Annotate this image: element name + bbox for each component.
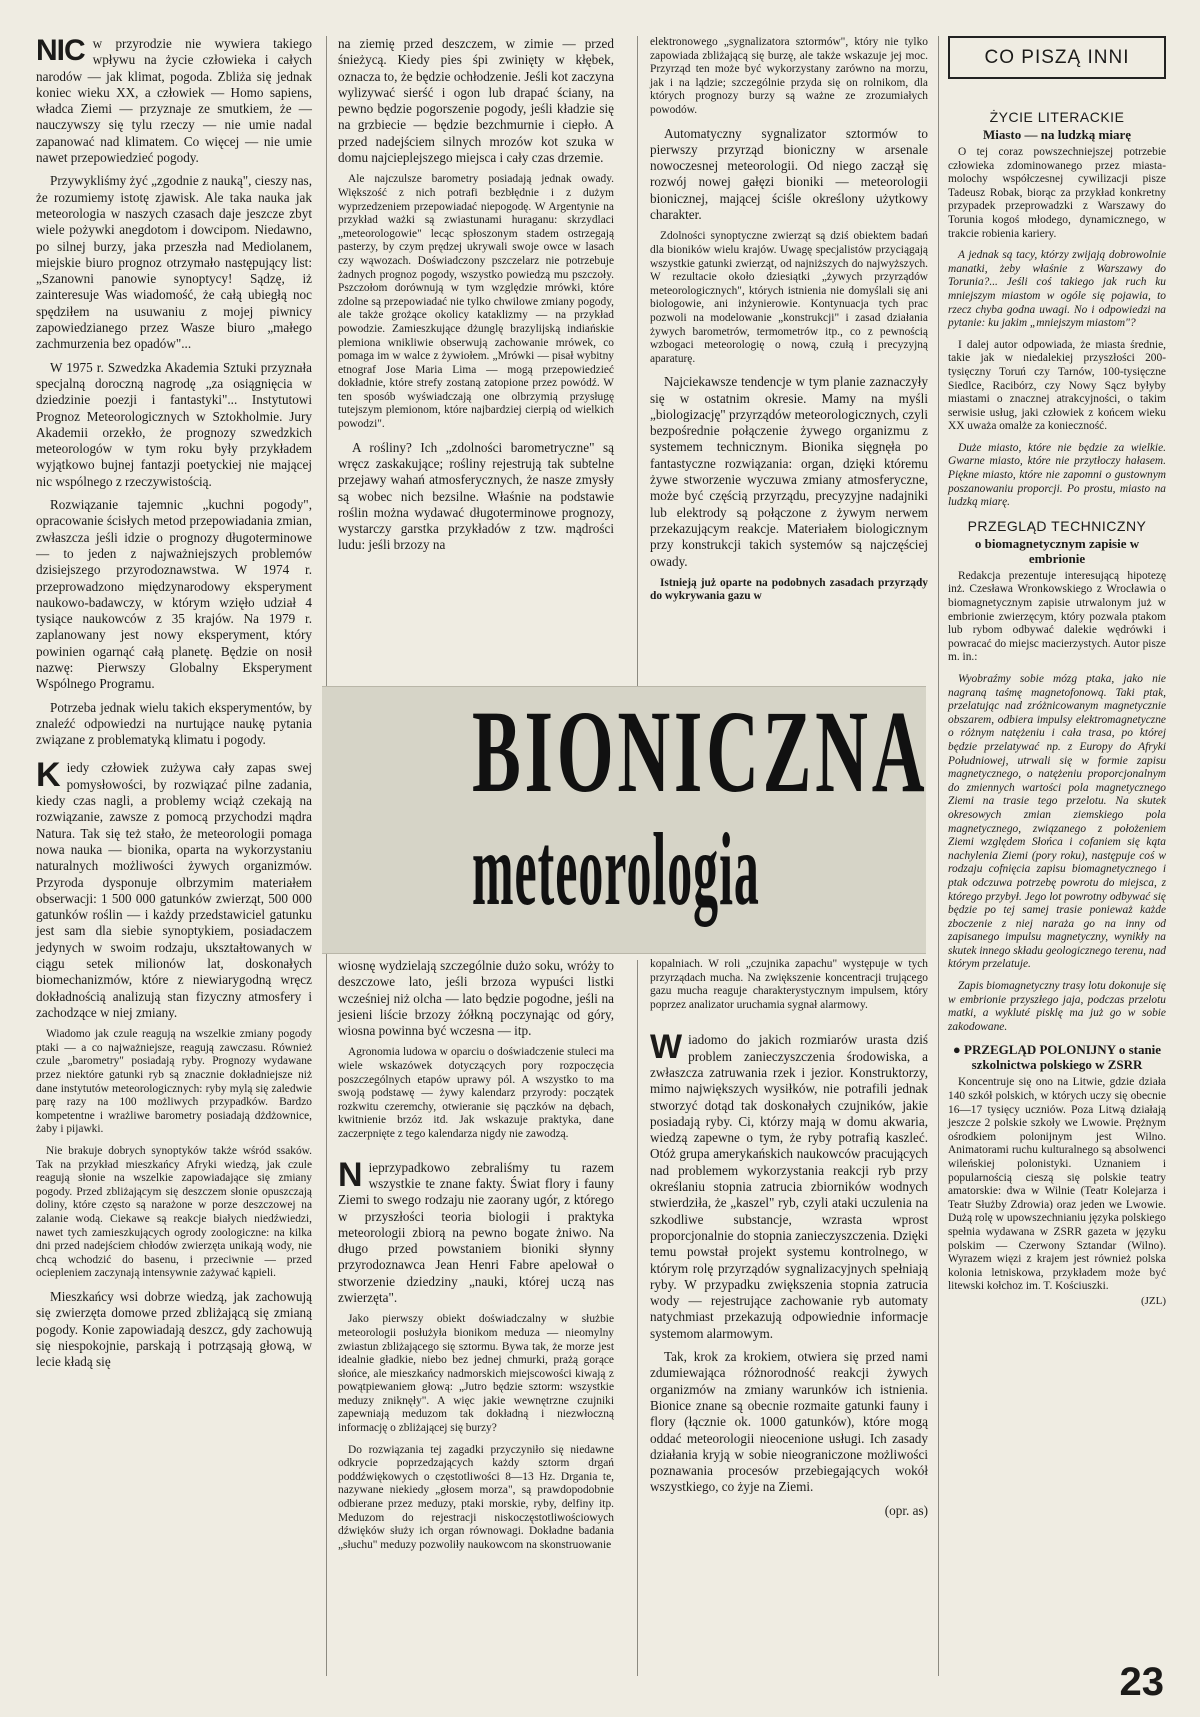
paragraph: Koncentruje się ono na Litwie, gdzie działa 140 szkół polskich, w których uczy się obecnie 16—17 tysięcy uczniów. Poza Litwą działają jeszcze 2 polskie szkoły we Lwowie. Prężnym ośrodkiem polonijnym jest Wilno. Animatorami ruchu kulturalnego są absolwenci wileńskiej polonistyki. Uznaniem i popularnością cieszą się polskie teatry amatorskie: dwa w Wilnie (Teatr Kolejarza i Teatr Służby Zdrowia) oraz jeden we Lwowie. Dużą rolę w upowszechnianiu języka polskiego spełnia wydawana w ZSRR gazeta w języku polskim — Czerwony Sztandar (Wilno). Wyrazem więzi z krajem jest również polska kolonia letniskowa, przykładem może być litewski kołchoz im. T. Kościuszki. bbox=[948, 1076, 1166, 1293]
paragraph: Wiadomo do jakich rozmiarów urasta dziś problem zanieczyszczenia środowiska, a zwłaszcza zatruwania rzek i jezior. Konstruktorzy, mimo największych wysiłków, nie potrafili jednak stworzyć dotąd tak doskonałych czujników, jakie posiadają ryby. Ci, którzy mają w domu akwaria, wiedzą zapewne o tym, że ryby potrafią kaszleć. Otóż grupa amerykańskich naukowców pracujących nad problemem wykorzystania reakcji ryb przy określaniu stopnia zatrucia zbiorników wodnych stwierdziła, że „kaszel" ryb, czyli ataki uczulenia na szkodliwe substancje, wzrasta wprost proporcjonalnie do stopnia zanieczyszczenia. Dzięki temu powstał projekt systemu kontrolnego, w którym rolę przyrządów sygnalizacyjnych spełniają ryby. W przypadku zwiększenia stopnia zatrucia wody — rejestrujące zachowanie ryb automaty natychmiast przekazują odpowiednie informacje systemom alarmowym. bbox=[650, 1028, 928, 1341]
paragraph: Zdolności synoptyczne zwierząt są dziś obiektem badań dla bioników wielu krajów. Uwagę specjalistów przyciągają wszystkie gatunki zwierząt, od najniższych do najwyższych. W rezultacie około dziesiątki „żywych przyrządów meteorologicznych", których istnienia nie domyślali się ani biologowie, ani inżynierowie. Kontynuacja tych prac pozwoli na modelowanie „konstrukcji" i zasad działania żywych barometrów, termometrów itp., co z pewnością wzbogaci meteorologię o nową, czułą i precyzyjną aparaturę. bbox=[650, 230, 928, 365]
paragraph: Kiedy człowiek zużywa cały zapas swej pomysłowości, by rozwiązać pilne zadania, kiedy czas nagli, a problemy wciąż czekają na rozwiązanie, zawsze z pomocą przychodzi mądra Natura. Tak się też stało, że meteorologii pomaga nowa nauka — bionika, oparta na wykorzystaniu naturalnych możliwości żywych organizmów. Przyroda dysponuje olbrzymim materiałem obserwacji: 1 500 000 gatunków zwierząt, 500 000 gatunków roślin — i każdy przedstawiciel gatunku jest sam dla siebie synoptykiem, posiadaczem jedynych w swoim rodzaju, ukształtowanych w ciągu setek milionów lat, doskonałych biomechanizmów, które z niewiarygodną wręcz dokładnością analizują stan fizyczny atmosfery i zachodzące w niej zmiany. bbox=[36, 756, 312, 1020]
author-signature: (opr. as) bbox=[884, 1502, 928, 1518]
drop-cap: K bbox=[36, 756, 61, 795]
paragraph: na ziemię przed deszczem, w zimie — przed śnieżycą. Kiedy pies śpi zwinięty w kłębek, oznacza to, że będzie ochłodzenie. Jeśli kot zaczyna wylizywać sierść i ogon lub drapać ściany, na pewno będzie pogorszenie pogody, jeśli kładzie się na grzbiecie — będzie bezchmurnie i ciepło. A przed nadejściem silnych mrozów kot szuka w domu najcieplejszego miejsca i cały czas drzemie. bbox=[338, 36, 614, 166]
paragraph: Zapis biomagnetyczny trasy lotu dokonuje się w embrionie przyszłego jaja, podczas przelotu matki, a wykluté pisklę ma już go w sobie zakodowane. bbox=[948, 980, 1166, 1033]
paragraph: Przywykliśmy żyć „zgodnie z nauką", cieszy nas, że rozumiemy istotę zjawisk. Ale taka nauka jak meteorologia w naszych czasach daje jeszcze zbyt wiele pożywki anegdotom i dowcipom. Niedawno, po silnej burzy, jaka przeszła nad Mediolanem, miejskie biuro prognoz otrzymało następujący list: „Szanowni panowie synoptycy! Sądzę, iż zainteresuje Was wiadomość, że całą ubiegłą noc spędziłem na usuwaniu z mojej piwnicy zapowiedzianego przez Wasze biuro „małego zachmurzenia bez opadów"... bbox=[36, 173, 312, 352]
paragraph: Ale najczulsze barometry posiadają jednak owady. Większość z nich potrafi bezbłędnie i z dużym wyprzedzeniem przepowiadać niepogodę. W Argentynie na przykład ważki są zwiastunami huraganu: skrzydlaci „meteorologowie" lecąc spłoszonym stadem ostrzegają pasterzy, by czym prędzej ukrywali swoje owce w lasach czy wąwozach. Doświadczony pszczelarz nie potrzebuje żadnych prognoz pogody, wszystko powiedzą mu pszczoły. Pszczołom dorównują w tym względzie mrówki, które zdolne są przepowiadać nie tylko chwilowe zmiany pogody, ale także grożące okolicy kataklizmy — na przykład powodzie. Zamieszkujące dżunglę brazylijską indiańskie plemiona wnikliwie obserwują zachowanie mrówek, co pomaga im w walce z żywiołem. „Mrówki — pisał wybitny etnograf Jose Maria Lima — mogą przepowiedzieć dokładnie, które strefy zostaną zatopione przez powódź. W ten sposób wyświadczają one olbrzymią przysługę tutejszym plemionom, które najbardziej cierpią od wielkich powodzi". bbox=[338, 173, 614, 431]
paragraph: NIC w przyrodzie nie wywiera takiego wpływu na życie człowieka i całych narodów — jak klimat, pogoda. Zbliża się jednak koniec wieku XX, a człowiek — Homo sapiens, władca Ziemi — przyznaje ze smutkiem, że — nauczywszy się tylu rzeczy — nie umie nadal zapanować nad klimatem. Co więcej — nie umie nawet przepowiedzieć pogody. bbox=[36, 34, 312, 166]
article-column-2-bottom bbox=[338, 958, 614, 1560]
article-column-2-top bbox=[338, 36, 614, 561]
author-signature: (JZL) bbox=[1140, 1294, 1166, 1307]
sidebar-header: CO PISZĄ INNI bbox=[948, 36, 1166, 79]
page-number: 23 bbox=[1119, 1660, 1164, 1704]
paragraph: Rozwiązanie tajemnic „kuchni pogody", opracowanie ścisłych metod przepowiadania zmian, zwłaszcza jeśli idzie o prognozy długoterminowe — to jeden z najważniejszych problemów dzisiejszego przyrodoznawstwa. W 1974 r. przeprowadzono międzynarodowy eksperyment naukowo-badawczy, w którym wzięło udział 4 tysiące naukowców z 35 krajów. Na 1979 r. zaplanowany jest nowy eksperyment, który powinien ogarnąć całą planetę. Będzie on nosił nazwę: Pierwszy Globalny Eksperyment Wspólnego Programu. bbox=[36, 497, 312, 692]
paragraph: wiosnę wydzielają szczególnie dużo soku, wróży to deszczowe lato, jeśli brzoza wypuści listki wcześniej niż olcha — lato będzie pogodne, jeśli na jesieni liście brzozy żółkną poczynając od góry, wiosna powinna być wczesna — itp. bbox=[338, 958, 614, 1039]
paragraph: A jednak są tacy, którzy zwijają dobrowolnie manatki, żeby właśnie z Warszawy do Torunia?... Jeśli coś takiego jak ruch ku mniejszym miastom w ogóle się pojawia, to rzecz chyba godna uwagi. No i odpowiedzi na pytanie: ku jakim „mniejszym miastom"? bbox=[948, 249, 1166, 330]
paragraph: Redakcja prezentuje interesującą hipotezę inż. Czesława Wronkowskiego z Wrocławia o biomagnetycznym zapisie utrwalonym już w embrionie zwierzęcym, który pozwala ptakom lub rybom odbywać dalekie wędrówki i powracać do miejsc macierzystych. Autor pisze m. in.: bbox=[948, 569, 1166, 664]
section-subtitle: o biomagnetycznym zapisie w embrionie bbox=[974, 535, 1140, 566]
paragraph: Mieszkańcy wsi dobrze wiedzą, jak zachowują się zwierzęta domowe przed zbliżającą się zmianą pogody. Konie zapowiadają deszcz, gdy zachowują się niespokojnie, parskają i potrząsają głową, w lecie kładą się bbox=[36, 1288, 312, 1370]
column-rule bbox=[637, 960, 638, 1676]
paragraph: Wyobraźmy sobie mózg ptaka, jako nie nagraną taśmę magnetofonową. Taki ptak, przelatując nad zróżnicowanym magnetycznie obszarem, odbiera impulsy elektromagnetyczne o różnym natężeniu i cała trasa, po której będzie przelatywać np. z Europy do Afryki Południowej, utrwali się w formie zapisu magnetycznego, o natężeniu proporcjonalnym do zmiennych wartości pola magnetycznego Ziemi na trasie tego przelotu. Na skutek okresowych zmian ziemskiego pola magnetycznego, związanego z położeniem Ziemi względem Słońca i cofaniem się kąta nachylenia Ziemi (pory roku), następuje coś w rodzaju cofnięcia zapisu biomagnetycznego i ptak odczuwa potrzebę powrotu do miejsca, z którego przybył. Jego lot powrotny odbywać się będzie po tej samej trasie ponieważ każde zboczenie z niej naraża go na inny od zapisanego impulsu magnetyczny, wynikły na skutek innego składu geologicznego terenu, nad którym przelatuje. bbox=[948, 673, 1166, 971]
paragraph: Nieprzypadkowo zebraliśmy tu razem wszystkie te znane fakty. Świat flory i fauny Ziemi to swego rodzaju nie zaorany ugór, z którego w przyszłości teoria biologii i praktyka meteorologii zbiorą na pewno bogate żniwo. Na długo przed powstaniem bioniki słynny przyrodoznawca Jean Henri Fabre apelował o stworzenie dziedziny „nauki, której uczą nas zwierzęta". bbox=[338, 1155, 614, 1306]
paragraph: Agronomia ludowa w oparciu o doświadczenie stuleci ma wiele wskazówek dotyczących pory rozpoczęcia poszczególnych etapów uprawy pól. A wszystko to ma swoją podstawę — żywy kalendarz przyrody: początek rozkwitu czeremchy, otwieranie się pączków na dębach, kwitnienie brzóz itd. Jak wskazuje praktyka, dane zaczerpnięte z tego kalendarza nigdy nie zawodzą. bbox=[338, 1046, 614, 1141]
article-column-1 bbox=[36, 36, 312, 1377]
paragraph: Wiadomo jak czule reagują na wszelkie zmiany pogody ptaki — a co najważniejsze, reagują zawczasu. Również czule „barometry" posiadają ryby. Prognozy wydawane przez niektóre gatunki ryb są znacznie dokładniejsze niż dane instytutów meteorologicznych: ryby mylą się zaledwie parę razy na 100 możliwych przypadków. Bardzo kompetentne i wrażliwe barometry posiadają dżdżownice, żaby i pijawki. bbox=[36, 1028, 312, 1136]
section-title: ● PRZEGLĄD POLONIJNY o stanie szkolnictwa polskiego w ZSRR bbox=[952, 1042, 1162, 1073]
column-rule bbox=[637, 36, 638, 686]
lead-caps: NIC bbox=[36, 34, 85, 67]
paragraph: Jako pierwszy obiekt doświadczalny w służbie meteorologii posłużyła bionikom meduza — nieomylny zwiastun zbliżającego się sztormu. Bywa tak, że morze jest idealnie gładkie, niebo bez jednej chmurki, prażą gorące słońce, ale mieszkańcy nadmorskich miejscowości kiwają z powątpiewaniem głową: „Jutro będzie sztorm: wszystkie meduzy zniknęły". A więc jakie wewnętrzne czujniki zapewniają meduzom tak dokładną i niezwłoczną informację o zbliżającej się burzy? bbox=[338, 1313, 614, 1435]
paragraph: Automatyczny sygnalizator sztormów to pierwszy przyrząd bioniczny w arsenale nowoczesnej meteorologii. Od niego zaczął się rozwój nowej gałęzi bioniki — meteorologii bionicznej, mającej ściśle określony użytkowy charakter. bbox=[650, 125, 928, 223]
paragraph: A rośliny? Ich „zdolności barometryczne" są wręcz zaskakujące; rośliny rejestrują tak subtelne przejawy wahań atmosferycznych, że nasze zmysły są wobec nich bezsilne. Właśnie na podstawie roślin można wydawać długoterminowe prognozy, wystarczy garstka przykładów z tzw. mądrości ludu: jeśli brzozy na bbox=[338, 439, 614, 553]
paragraph: Najciekawsze tendencje w tym planie zaznaczyły się w ostatnim okresie. Mamy na myśli „biologizację" przyrządów meteorologicznych, czyli bezpośrednie połączenie żywego organizmu z systemem technicznym. Bionika sięgnęła po fantastyczne rozwiązania: organ, dzięki któremu żywe stworzenie wyczuwa zmiany atmosferyczne, może być częścią przyrządu, precyzyjne nadajniki lub elektrody są połączone z żywym nerwem przekazującym reakcje. Materiałem biologicznym przy konstrukcji takich systemów są najczęściej owady. bbox=[650, 374, 928, 569]
paragraph: Istnieją już oparte na podobnych zasadach przyrządy do wykrywania gazu w bbox=[650, 576, 928, 603]
article-title: BIONICZNA bbox=[472, 686, 929, 817]
drop-cap: N bbox=[338, 1155, 363, 1194]
paragraph: Duże miasto, które nie będzie za wielkie. Gwarne miasto, które nie przytłoczy hałasem. Piękne miasto, które nie zapomni o gustownym poszanowaniu proporcji. Po prostu, miasto na ludzką miarę. bbox=[948, 441, 1166, 509]
section-title: ŻYCIE LITERACKIE bbox=[989, 109, 1125, 125]
section-subtitle: Miasto — na ludzką miarę bbox=[982, 127, 1132, 142]
drop-cap: W bbox=[650, 1028, 683, 1067]
paragraph: elektronowego „sygnalizatora sztormów", który nie tylko zapowiada zbliżającą się burzę, ale także wskazuje jej moc. Przyrząd ten może być wykorzystany zarówno na morzu, jak i na lądzie; szczególnie przyda się on rolnikom, dla których prognozy burzy są ważne ze zrozumiałych powodów. bbox=[650, 36, 928, 116]
section-title: PRZEGLĄD TECHNICZNY bbox=[967, 517, 1147, 534]
paragraph: Potrzeba jednak wielu takich eksperymentów, by znaleźć odpowiedzi na nurtujące naukę pytania związane z problematyką klimatu i pogody. bbox=[36, 699, 312, 748]
paragraph: I dalej autor odpowiada, że miasta średnie, takie jak w niedalekiej przyszłości 200-tysięczny Toruń czy Tarnów, 100-tysięczne Siedlce, Racibórz, czy Nowy Sącz byłyby miastami o znacznej atrakcyjności, o takim serwisie usług, jaki człowiek z końcem wieku XX uważa omalże za konieczność. bbox=[948, 338, 1166, 433]
paragraph: kopalniach. W roli „czujnika zapachu" występuje w tych przyrządach mucha. Na zwiększenie koncentracji trującego gazu mucha reaguje charakterystycznym impulsem, który poprzez analizator uruchamia sygnał alarmowy. bbox=[650, 958, 928, 1011]
article-column-3-bottom bbox=[650, 958, 928, 1519]
paragraph: Do rozwiązania tej zagadki przyczyniło się niedawne odkrycie poprzedzających każdy sztorm drgań poddźwiękowych o częstotliwości 8—13 Hz. Drgania te, nazywane niekiedy „głosem morza", są prawdopodobnie odbierane przez meduzy, ptaki morskie, ryby, delfiny itp. Meduzom do rejestracji niskoczęstotliwościowych dźwięków służy ich organ równowagi. Dokładne badania „słuchu" meduzy pozwoliły naukowcom na skonstruowanie bbox=[338, 1443, 614, 1551]
column-rule bbox=[938, 36, 939, 1676]
paragraph: Nie brakuje dobrych synoptyków także wśród ssaków. Tak na przykład mieszkańcy Afryki wiedzą, jak czule reagują słonie na wszelkie zapowiadające się zmiany pogody. Przed zbliżającym się deszczem słonie opuszczają doliny, które często są narażone w porze deszczowej na zalanie wodą. Ciekawe są reakcje białych niedźwiedzi, nawet tych zamieszkujących ogrody zoologiczne: na kilka dni przed nadejściem chłodów zwierzęta unikają wody, nie chcą wchodzić do basenu, i przeciwnie — przed ociepleniem zaczynają intensywnie zażywać kąpieli. bbox=[36, 1144, 312, 1280]
paragraph: W 1975 r. Szwedzka Akademia Sztuki przyznała specjalną doroczną nagrodę „za osiągnięcia w dziedzinie poezji i fantastyki"... Instytutowi Prognoz Meteorologicznych w Sztokholmie. Jury Akademii orzekło, że prognozy szwedzkich meteorologów w tym roku były przykładem wyjątkowo bujnej fantazji poetyckiej nie mającej nic wspólnego z rzeczywistością. bbox=[36, 359, 312, 489]
paragraph: Tak, krok za krokiem, otwiera się przed nami zdumiewająca różnorodność reakcji żywych organizmów na zmiany warunków ich istnienia. Bionice znane są obecnie rozmaite gatunki fauny i flory (łącznie ok. 1000 gatunków), które mogą oddać meteorologii nieocenione usługi. Ich zasady działania kryją w sobie nieograniczone możliwości poznawania procesów przebiegających wokół wszystkiego, co żyje na Ziemi. bbox=[650, 1349, 928, 1495]
article-column-3-top bbox=[650, 36, 928, 612]
article-title-block bbox=[322, 686, 929, 954]
sidebar-column bbox=[948, 36, 1166, 1309]
article-subtitle: meteorologia bbox=[472, 812, 760, 927]
paragraph: O tej coraz powszechniejszej potrzebie człowieka zdominowanego przez miasta-molochy współczesnej cywilizacji pisze Tadeusz Robak, biorąc za przykład konkretny przypadek przeprowadzki z Warszawy do Torunia kogoś młodego, dynamicznego, w trakcie robienia kariery. bbox=[948, 146, 1166, 240]
